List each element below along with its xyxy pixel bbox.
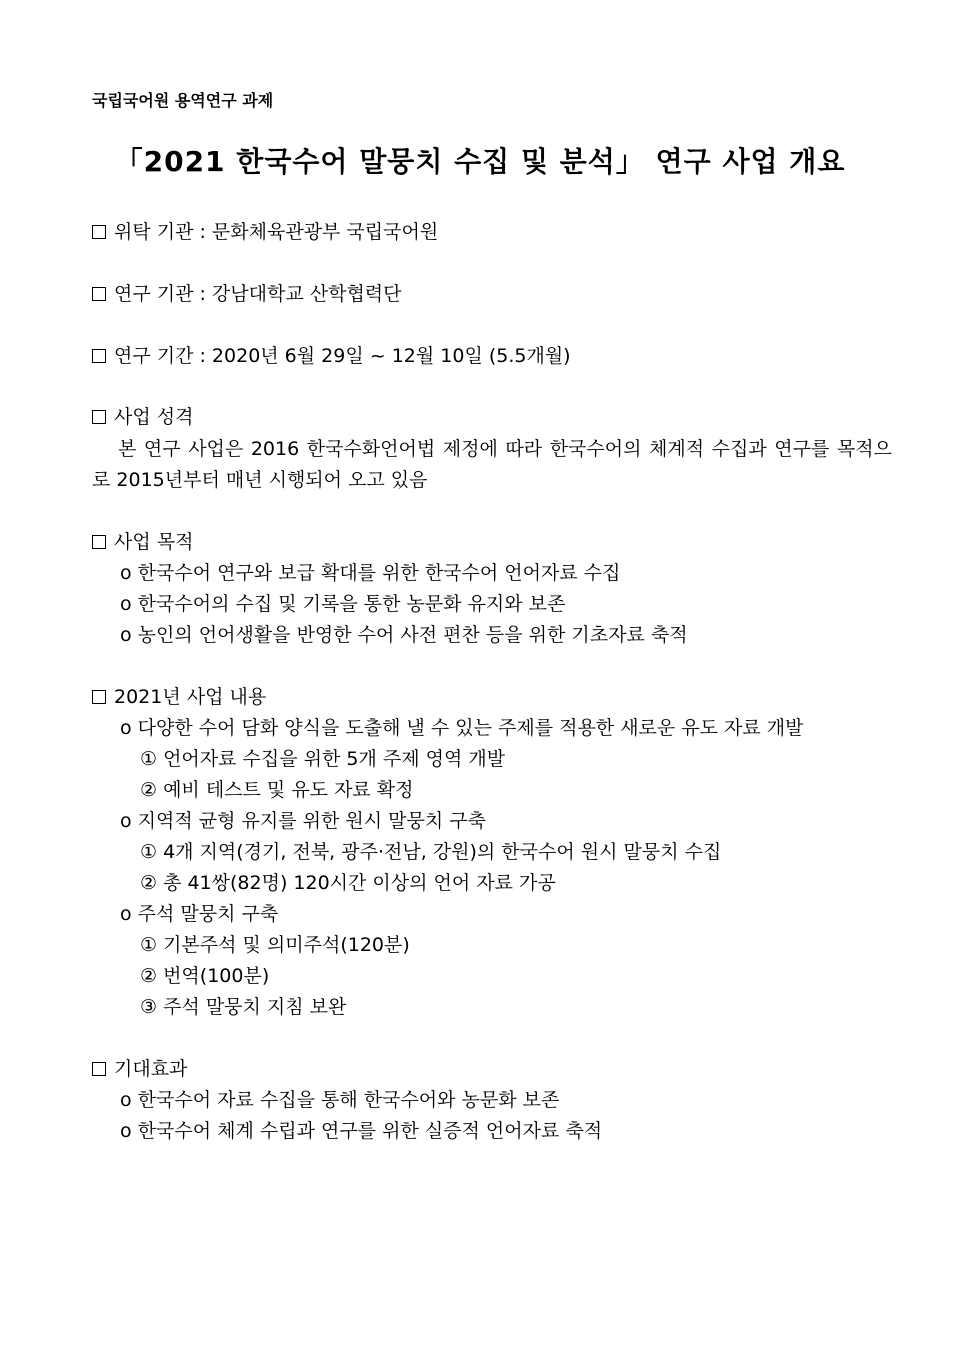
content-sub-item: ② 총 41쌍(82명) 120시간 이상의 언어 자료 가공 [140, 872, 556, 894]
content-sub-item: ① 언어자료 수집을 위한 5개 주제 영역 개발 [140, 748, 506, 770]
period-line: 연구 기간 : 2020년 6월 29일 ~ 12월 10일 (5.5개월) [92, 341, 571, 371]
content-group-title: o 주석 말뭉치 구축 [120, 903, 279, 925]
checkbox-square-icon [92, 349, 106, 363]
checkbox-square-icon [92, 690, 106, 704]
checkbox-square-icon [92, 410, 106, 424]
nature-paragraph: 본 연구 사업은 2016 한국수화언어법 제정에 따라 한국수어의 체계적 수집과 연구를 목적으로 2015년부터 매년 시행되어 오고 있음 [92, 438, 892, 491]
content-sub-item: ① 4개 지역(경기, 전북, 광주·전남, 강원)의 한국수어 원시 말뭉치 수집 [140, 841, 722, 863]
institution-line: 연구 기관 : 강남대학교 산학협력단 [92, 279, 402, 309]
commission-line: 위탁 기관 : 문화체육관광부 국립국어원 [92, 217, 438, 247]
content-sub-item: ③ 주석 말뭉치 지침 보완 [140, 996, 347, 1018]
content-group-title: o 다양한 수어 담화 양식을 도출해 낼 수 있는 주제를 적용한 새로운 유도 자료 개발 [120, 717, 804, 739]
nature-heading: 사업 성격 [92, 402, 193, 432]
content-sub-item: ② 번역(100분) [140, 965, 270, 987]
checkbox-square-icon [92, 287, 106, 301]
content-group-title: o 지역적 균형 유지를 위한 원시 말뭉치 구축 [120, 810, 486, 832]
content-heading: 2021년 사업 내용 [92, 682, 266, 712]
effects-heading: 기대효과 [92, 1054, 187, 1084]
document-title: 「2021 한국수어 말뭉치 수집 및 분석」 연구 사업 개요 [114, 145, 846, 178]
content-sub-item: ② 예비 테스트 및 유도 자료 확정 [140, 779, 414, 801]
purpose-item: o 농인의 언어생활을 반영한 수어 사전 편찬 등을 위한 기초자료 축적 [120, 624, 688, 646]
effects-item: o 한국수어 자료 수집을 통해 한국수어와 농문화 보존 [120, 1089, 560, 1111]
purpose-item: o 한국수어 연구와 보급 확대를 위한 한국수어 언어자료 수집 [120, 562, 621, 584]
document-header: 국립국어원 용역연구 과제 [92, 91, 274, 110]
effects-item: o 한국수어 체계 수립과 연구를 위한 실증적 언어자료 축적 [120, 1120, 603, 1142]
checkbox-square-icon [92, 1062, 106, 1076]
checkbox-square-icon [92, 535, 106, 549]
checkbox-square-icon [92, 225, 106, 239]
content-sub-item: ① 기본주석 및 의미주석(120분) [140, 934, 410, 956]
purpose-item: o 한국수어의 수집 및 기록을 통한 농문화 유지와 보존 [120, 593, 566, 615]
purpose-heading: 사업 목적 [92, 527, 193, 557]
